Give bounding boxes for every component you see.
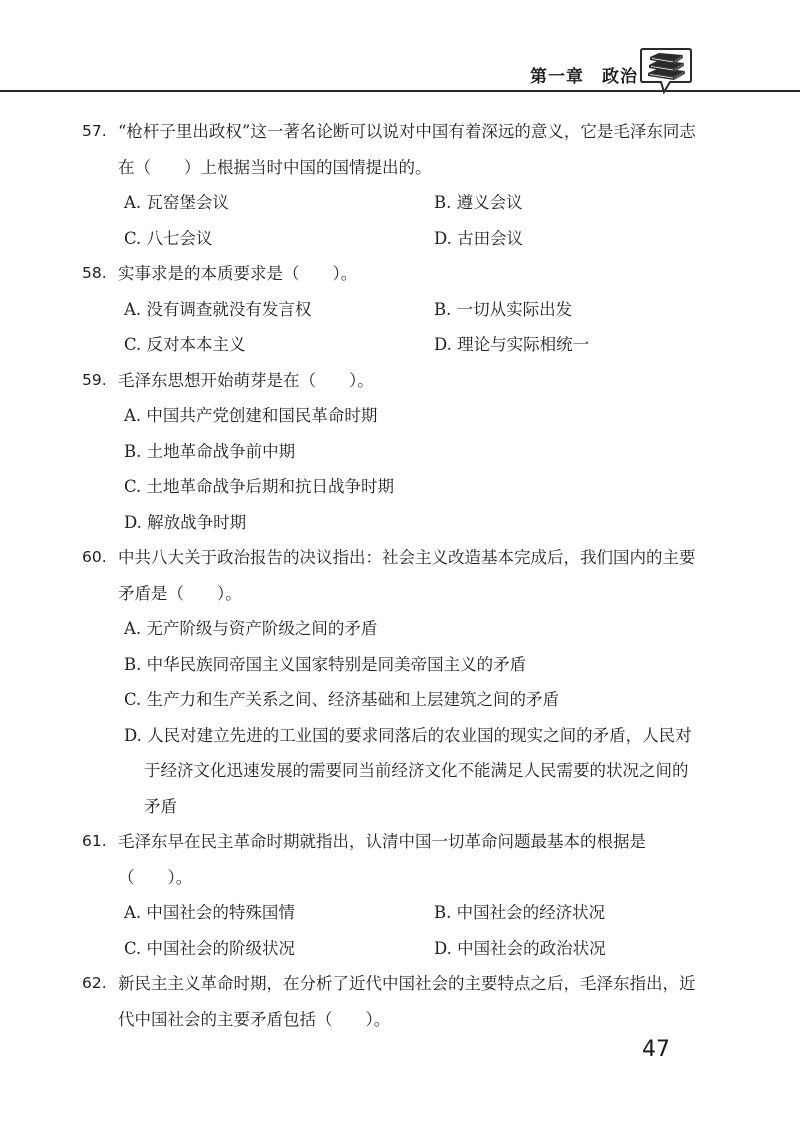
option-a: A. 无产阶级与资产阶级之间的矛盾 [124, 619, 378, 638]
option-d: D. 人民对建立先进的工业国的要求同落后的农业国的现实之间的矛盾，人民对于经济文化迅速发展的需要同当前经济文化不能满足人民需要的状况之间的矛盾 [124, 725, 692, 816]
page-number: 47 [642, 1037, 670, 1062]
option-a: A. 中国社会的特殊国情 [124, 903, 295, 922]
option-a: A. 中国共产党创建和国民革命时期 [124, 406, 378, 425]
question-list [82, 114, 702, 1037]
question-61 [82, 824, 702, 895]
option-b: B. 遵义会议 [434, 193, 523, 212]
options-60 [82, 611, 702, 824]
question-text: 中共八大关于政治报告的决议指出：社会主义改造基本完成后，我们国内的主要矛盾是（ ）。 [118, 548, 696, 603]
option-b: B. 一切从实际出发 [434, 299, 573, 319]
option-c: C. 土地革命战争后期和抗日战争时期 [124, 477, 395, 496]
question-text: 新民主主义革命时期，在分析了近代中国社会的主要特点之后，毛泽东指出，近代中国社会的主要矛盾包括（ ）。 [118, 974, 696, 1029]
options-61 [82, 895, 702, 966]
option-c: C. 八七会议 [124, 228, 213, 248]
question-number: 62. [82, 974, 107, 992]
question-text: 毛泽东思想开始萌芽是在（ ）。 [118, 370, 374, 390]
question-number: 59. [82, 370, 107, 389]
header-divider [0, 90, 800, 92]
option-c: C. 中国社会的阶级状况 [124, 938, 296, 958]
question-62 [82, 966, 702, 1037]
chapter-title: 第一章 政治 [530, 67, 638, 87]
page-header [0, 0, 800, 100]
question-60 [82, 540, 702, 611]
question-57 [82, 114, 702, 185]
question-number: 57. [82, 122, 107, 140]
question-text: 实事求是的本质要求是（ ）。 [118, 264, 358, 283]
option-b: B. 中华民族同帝国主义国家特别是同美帝国主义的矛盾 [124, 654, 527, 674]
option-c: C. 反对本本主义 [124, 335, 246, 354]
option-d: D. 古田会议 [434, 228, 524, 248]
question-text: “枪杆子里出政权”这一著名论断可以说对中国有着深远的意义，它是毛泽东同志在（ ）上根据当时中国的国情提出的。 [118, 122, 696, 177]
option-d: D. 中国社会的政治状况 [434, 938, 606, 958]
option-a: A. 瓦窑堡会议 [124, 193, 229, 212]
question-59 [82, 363, 702, 399]
option-d: D. 解放战争时期 [124, 512, 247, 532]
stacked-books-icon [640, 46, 692, 96]
option-b: B. 中国社会的经济状况 [434, 903, 606, 922]
option-a: A. 没有调查就没有发言权 [124, 299, 312, 319]
option-d: D. 理论与实际相统一 [434, 335, 590, 354]
option-b: B. 土地革命战争前中期 [124, 441, 296, 461]
options-58 [82, 292, 702, 363]
option-c: C. 生产力和生产关系之间、经济基础和上层建筑之间的矛盾 [124, 690, 560, 709]
question-number: 61. [82, 832, 107, 850]
question-number: 58. [82, 264, 107, 282]
options-59 [82, 398, 702, 540]
question-58 [82, 256, 702, 292]
question-number: 60. [82, 548, 107, 566]
question-text: 毛泽东早在民主革命时期就指出，认清中国一切革命问题最基本的根据是（ ）。 [118, 832, 646, 887]
options-57 [82, 185, 702, 256]
